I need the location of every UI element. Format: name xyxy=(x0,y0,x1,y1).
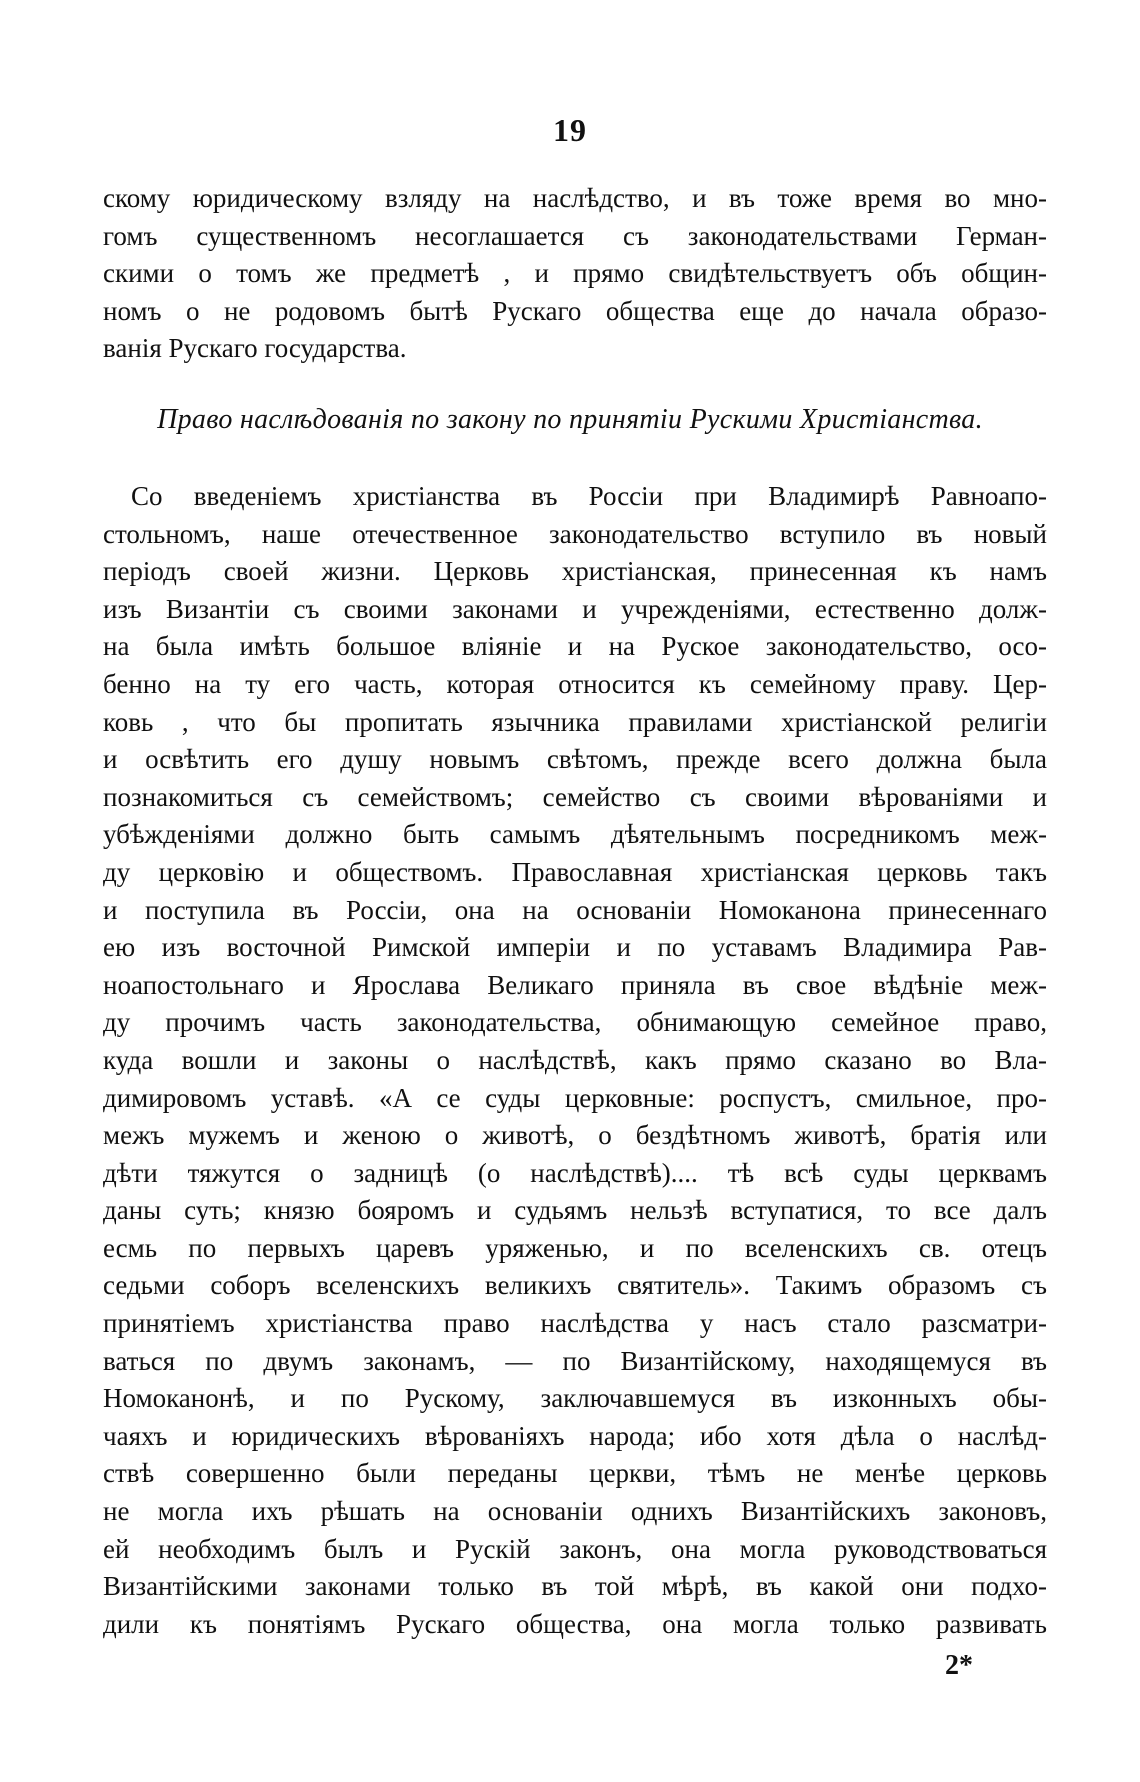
text-line: ванія Рускаго государства. xyxy=(103,333,407,364)
text-line: димировомъ уставѣ. «А се суды церковные: роспустъ, смильное, про- xyxy=(103,1082,1047,1113)
text-line: Со введеніемъ христіанства въ Россіи при Владимирѣ Равноапо- xyxy=(131,481,1047,511)
text-line: не могла ихъ рѣшать на основаніи однихъ Византійскихъ законовъ, xyxy=(103,1496,1047,1527)
text-line: ноапостольнаго и Ярослава Великаго приняла въ свое вѣдѣніе меж- xyxy=(103,969,1047,1000)
text-line: стольномъ, наше отечественное законодательство вступило въ новый xyxy=(103,518,1047,549)
text-line: ваться по двумъ законамъ, — по Византійскому, находящемуся въ xyxy=(103,1345,1047,1376)
text-line: ду прочимъ часть законодательства, обнимающую семейное право, xyxy=(103,1007,1047,1038)
section-heading: Право наслѣдованія по закону по принятіи Рускими Христіанства. xyxy=(157,404,983,435)
text-line: седьми соборъ вселенскихъ великихъ святитель». Такимъ образомъ съ xyxy=(103,1270,1047,1301)
intro-paragraph xyxy=(103,180,1047,368)
text-line: даны суть; князю бояромъ и судьямъ нельзѣ вступатися, то все далъ xyxy=(103,1195,1047,1226)
text-line: дили къ понятіямъ Рускаго общества, она могла только развивать xyxy=(103,1608,1047,1639)
text-line: ствѣ совершенно были переданы церкви, тѣмъ не менѣе церковь xyxy=(103,1458,1047,1489)
main-paragraph xyxy=(103,478,1047,1643)
text-line: куда вошли и законы о наслѣдствѣ, какъ прямо сказано во Вла- xyxy=(103,1044,1047,1075)
text-line: Византійскими законами только въ той мѣрѣ, въ какой они подхо- xyxy=(103,1571,1047,1602)
text-line: изъ Византіи съ своими законами и учрежденіями, естественно долж- xyxy=(103,593,1047,624)
text-line: ей необходимъ былъ и Рускій законъ, она могла руководствоваться xyxy=(103,1533,1047,1564)
text-line: познакомиться съ семействомъ; семейство съ своими вѣрованіями и xyxy=(103,781,1047,812)
signature-mark: 2* xyxy=(945,1650,973,1681)
text-line: и поступила въ Россіи, она на основаніи Номоканона принесеннаго xyxy=(103,894,1047,925)
text-line: бенно на ту его часть, которая относится къ семейному праву. Цер- xyxy=(103,668,1047,699)
text-line: дѣти тяжутся о задницѣ (о наслѣдствѣ).... тѣ всѣ суды церквамъ xyxy=(103,1157,1047,1188)
text-line: гомъ существенномъ несоглашается съ законодательствами Герман- xyxy=(103,220,1047,251)
text-line: ду церковію и обществомъ. Православная христіанская церковь такъ xyxy=(103,856,1047,887)
text-line: скими о томъ же предметѣ , и прямо свидѣтельствуетъ объ общин- xyxy=(103,258,1047,289)
text-line: чаяхъ и юридическихъ вѣрованіяхъ народа; ибо хотя дѣла о наслѣд- xyxy=(103,1420,1047,1451)
text-line: и освѣтить его душу новымъ свѣтомъ, прежде всего должна была xyxy=(103,744,1047,775)
text-line: есмь по первыхъ царевъ уряженью, и по вселенскихъ св. отецъ xyxy=(103,1232,1047,1263)
text-line: ковь , что бы пропитать язычника правилами христіанской религіи xyxy=(103,706,1047,737)
text-line: межъ мужемъ и женою о животѣ, о бездѣтномъ животѣ, братія или xyxy=(103,1120,1047,1151)
text-line: періодъ своей жизни. Церковь христіанская, принесенная къ намъ xyxy=(103,556,1047,587)
text-line: убѣжденіями должно быть самымъ дѣятельнымъ посредникомъ меж- xyxy=(103,819,1047,850)
text-line: ею изъ восточной Римской имперіи и по уставамъ Владимира Рав- xyxy=(103,932,1047,963)
text-line: на была имѣть большое вліяніе и на Руское законодательство, осо- xyxy=(103,631,1047,662)
text-line: Номоканонѣ, и по Рускому, заключавшемуся въ изконныхъ обы- xyxy=(103,1383,1047,1414)
page-number: 19 xyxy=(553,112,587,148)
text-line: скому юридическому взляду на наслѣдство, и въ тоже время во мно- xyxy=(103,183,1047,213)
text-line: номъ о не родовомъ бытѣ Рускаго общества еще до начала образо- xyxy=(103,295,1047,326)
text-line: принятіемъ христіанства право наслѣдства у насъ стало разсматри- xyxy=(103,1308,1047,1339)
